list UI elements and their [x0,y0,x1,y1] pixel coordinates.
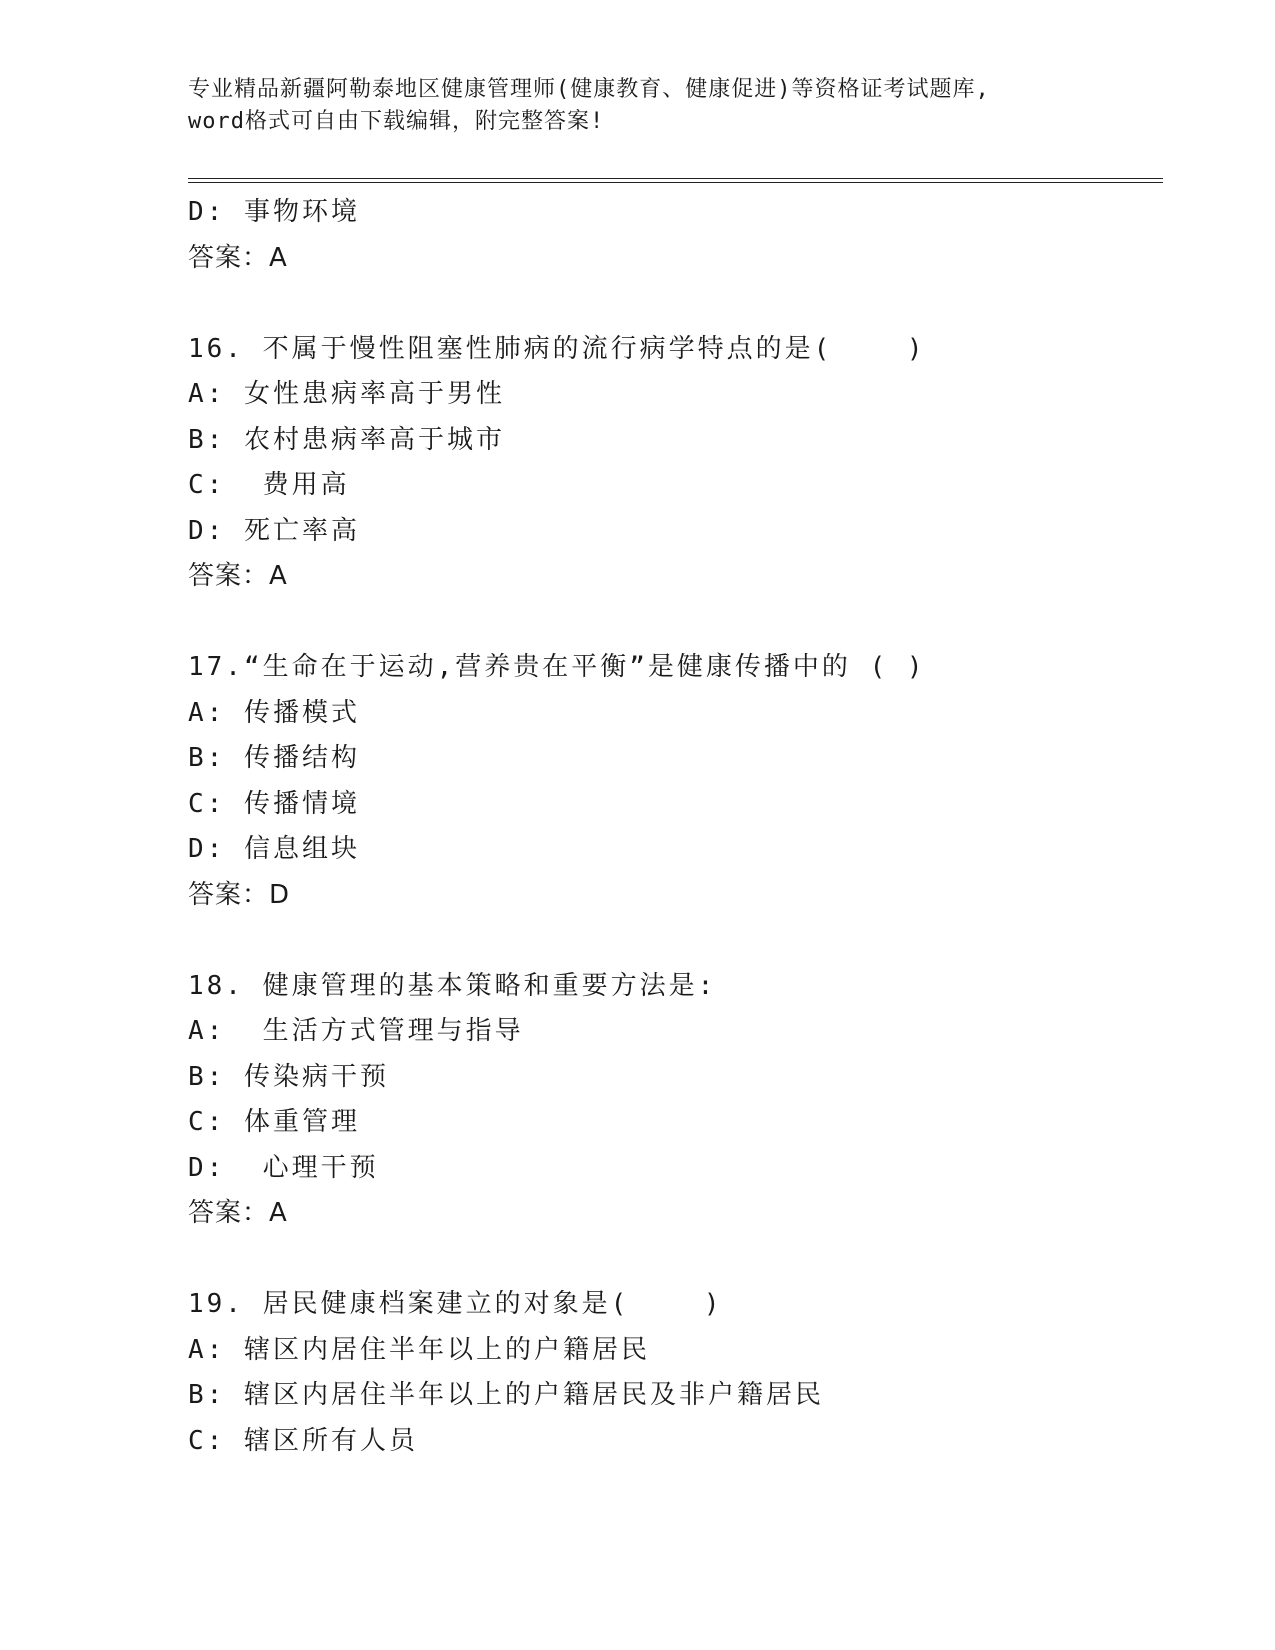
header-line-1: 专业精品新疆阿勒泰地区健康管理师(健康教育、健康促进)等资格证考试题库, [188,77,990,102]
question-19-option-b: B: 辖区内居住半年以上的户籍居民及非户籍居民 [188,1380,824,1410]
question-18-answer: 答案：A [188,1198,288,1228]
question-16-option-a: A: 女性患病率高于男性 [188,379,505,409]
spacer [188,918,1148,964]
prev-option-d: D: 事物环境 [188,197,360,227]
question-18-option-c: C: 体重管理 [188,1107,360,1137]
spacer [188,1237,1148,1283]
document-header [188,74,1118,138]
question-16-option-c: C: 费用高 [188,470,350,500]
question-16-stem: 16. 不属于慢性阻塞性肺病的流行病学特点的是( ) [188,333,926,364]
question-18-option-d: D: 心理干预 [188,1152,379,1183]
question-17-option-d: D: 信息组块 [188,834,360,864]
question-16-option-d: D: 死亡率高 [188,515,360,546]
question-19-option-a: A: 辖区内居住半年以上的户籍居民 [188,1334,650,1365]
question-18-option-a: A: 生活方式管理与指导 [188,1016,524,1046]
question-19-option-c: C: 辖区所有人员 [188,1425,418,1456]
spacer [188,600,1148,646]
question-17-stem: 17.“生命在于运动,营养贵在平衡”是健康传播中的 ( ) [188,652,926,682]
header-divider [188,178,1163,183]
question-17-answer: 答案：D [188,879,291,910]
spacer [188,281,1148,327]
question-16-answer: 答案：A [188,561,288,591]
header-line-2: word格式可自由下载编辑，附完整答案! [188,109,605,134]
question-16-option-b: B: 农村患病率高于城市 [188,424,505,455]
question-18-option-b: B: 传染病干预 [188,1061,389,1092]
question-17-option-b: B: 传播结构 [188,743,360,773]
prev-answer: 答案：A [188,242,288,273]
question-19-stem: 19. 居民健康档案建立的对象是( ) [188,1289,723,1319]
question-17-option-c: C: 传播情境 [188,788,360,819]
question-18-stem: 18. 健康管理的基本策略和重要方法是: [188,970,717,1001]
question-list [188,190,1148,1464]
question-17-option-a: A: 传播模式 [188,697,360,728]
